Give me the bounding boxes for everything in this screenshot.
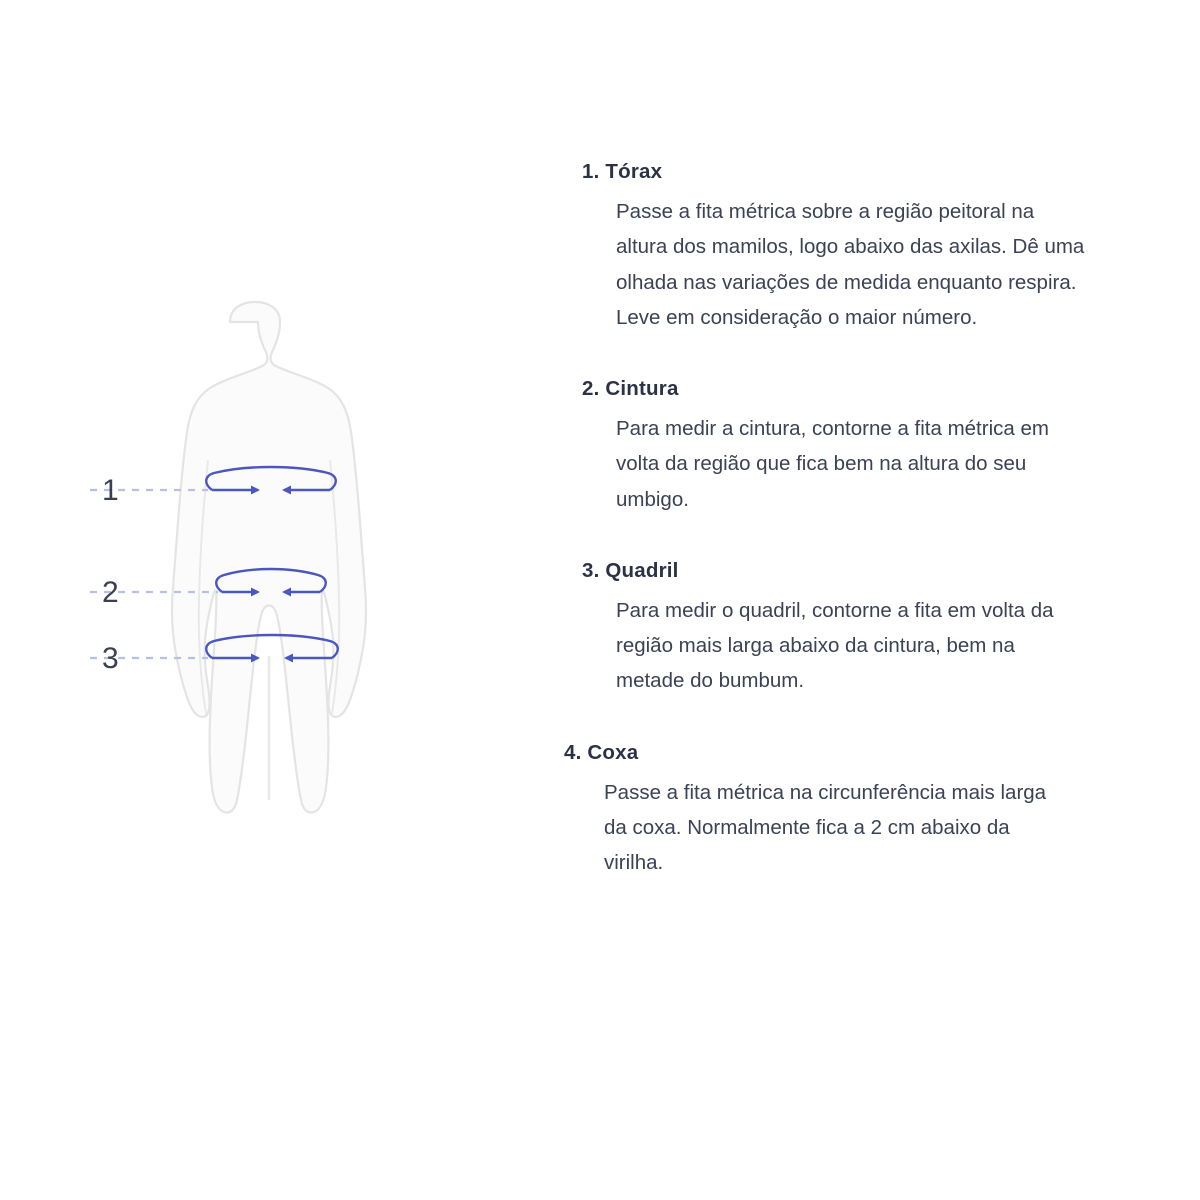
step-title-torax: 1. Tórax (582, 160, 663, 183)
instruction-step-cintura (560, 377, 1140, 517)
step-body-coxa: Passe a fita métrica na circunferência mais larga da coxa. Normalmente fica a 2 cm abaixo da virilha. (604, 780, 1047, 874)
marker-label-2: 2 (102, 576, 119, 609)
instruction-step-torax (560, 160, 1140, 335)
marker-label-3: 3 (102, 642, 119, 675)
step-title-cintura: 2. Cintura (582, 377, 679, 400)
body-diagram (80, 300, 480, 820)
instruction-step-coxa (560, 741, 1140, 881)
marker-label-1: 1 (102, 474, 119, 507)
diagram-column (0, 0, 540, 1200)
step-title-coxa: 4. Coxa (564, 740, 639, 764)
body-silhouette-svg (80, 300, 480, 820)
silhouette-shape (172, 302, 366, 813)
instruction-step-quadril (560, 559, 1140, 699)
instructions-column (540, 0, 1200, 1200)
step-body-quadril: Para medir o quadril, contorne a fita em volta da região mais larga abaixo da cintura, bem na metade do bumbum. (616, 598, 1054, 693)
step-title-quadril: 3. Quadril (582, 558, 679, 582)
step-body-cintura: Para medir a cintura, contorne a fita métrica em volta da região que fica bem na altura do seu umbigo. (616, 417, 1049, 511)
step-body-torax: Passe a fita métrica sobre a região peitoral na altura dos mamilos, logo abaixo das axilas. Dê uma olhada nas variações de medida enquanto respira. Leve em consideração o maior número. (616, 200, 1085, 329)
